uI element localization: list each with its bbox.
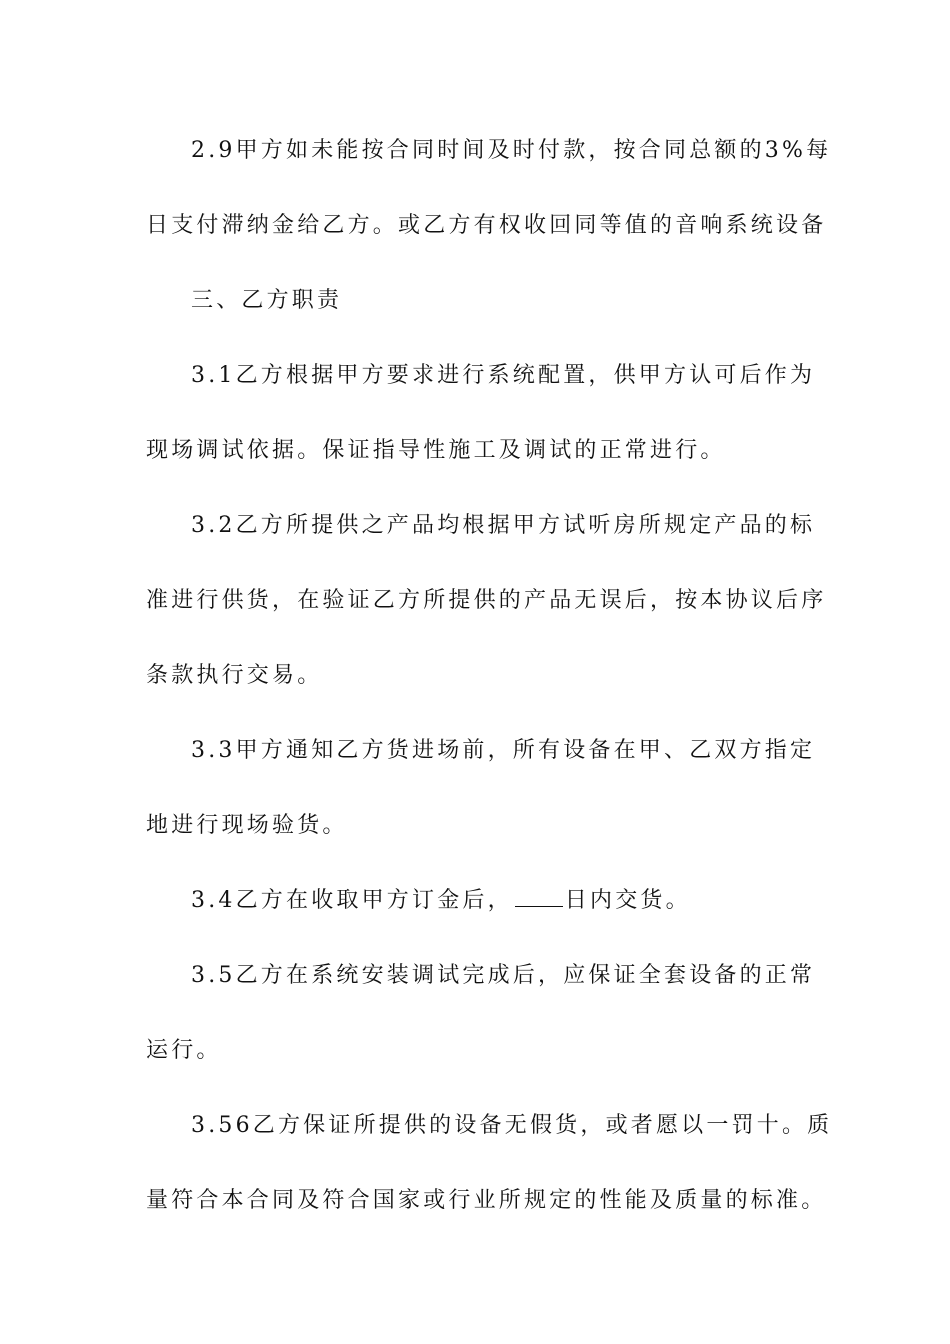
fill-in-blank-days bbox=[515, 886, 563, 907]
clause-2-9-line-1: 2.9甲方如未能按合同时间及时付款，按合同总额的3%每 bbox=[191, 138, 832, 163]
clause-3-2-line-3: 条款执行交易。 bbox=[146, 663, 323, 688]
clause-3-2-line-1: 3.2乙方所提供之产品均根据甲方试听房所规定产品的标 bbox=[191, 513, 816, 538]
clause-3-1-line-2: 现场调试依据。保证指导性施工及调试的正常进行。 bbox=[146, 438, 726, 463]
clause-3-4-text-before: 3.4乙方在收取甲方订金后， bbox=[191, 888, 513, 913]
section-heading-party-b-duties: 三、乙方职责 bbox=[191, 288, 343, 313]
clause-3-1-line-1: 3.1乙方根据甲方要求进行系统配置，供甲方认可后作为 bbox=[191, 363, 816, 388]
clause-3-2-line-2: 准进行供货，在验证乙方所提供的产品无误后，按本协议后序 bbox=[146, 588, 827, 613]
clause-3-5-line-1: 3.5乙方在系统安装调试完成后，应保证全套设备的正常 bbox=[191, 963, 816, 988]
clause-2-9-line-2: 日支付滞纳金给乙方。或乙方有权收回同等值的音响系统设备 bbox=[146, 213, 827, 238]
clause-3-4-line bbox=[191, 886, 808, 916]
clause-3-56-line-2: 量符合本合同及符合国家或行业所规定的性能及质量的标准。 bbox=[146, 1188, 827, 1213]
clause-3-3-line-2: 地进行现场验货。 bbox=[146, 813, 348, 838]
clause-3-5-line-2: 运行。 bbox=[146, 1038, 222, 1063]
clause-3-4-text-after: 日内交货。 bbox=[564, 888, 691, 913]
clause-3-56-line-1: 3.56乙方保证所提供的设备无假货，或者愿以一罚十。质 bbox=[191, 1113, 833, 1138]
clause-3-3-line-1: 3.3甲方通知乙方货进场前，所有设备在甲、乙双方指定 bbox=[191, 738, 816, 763]
